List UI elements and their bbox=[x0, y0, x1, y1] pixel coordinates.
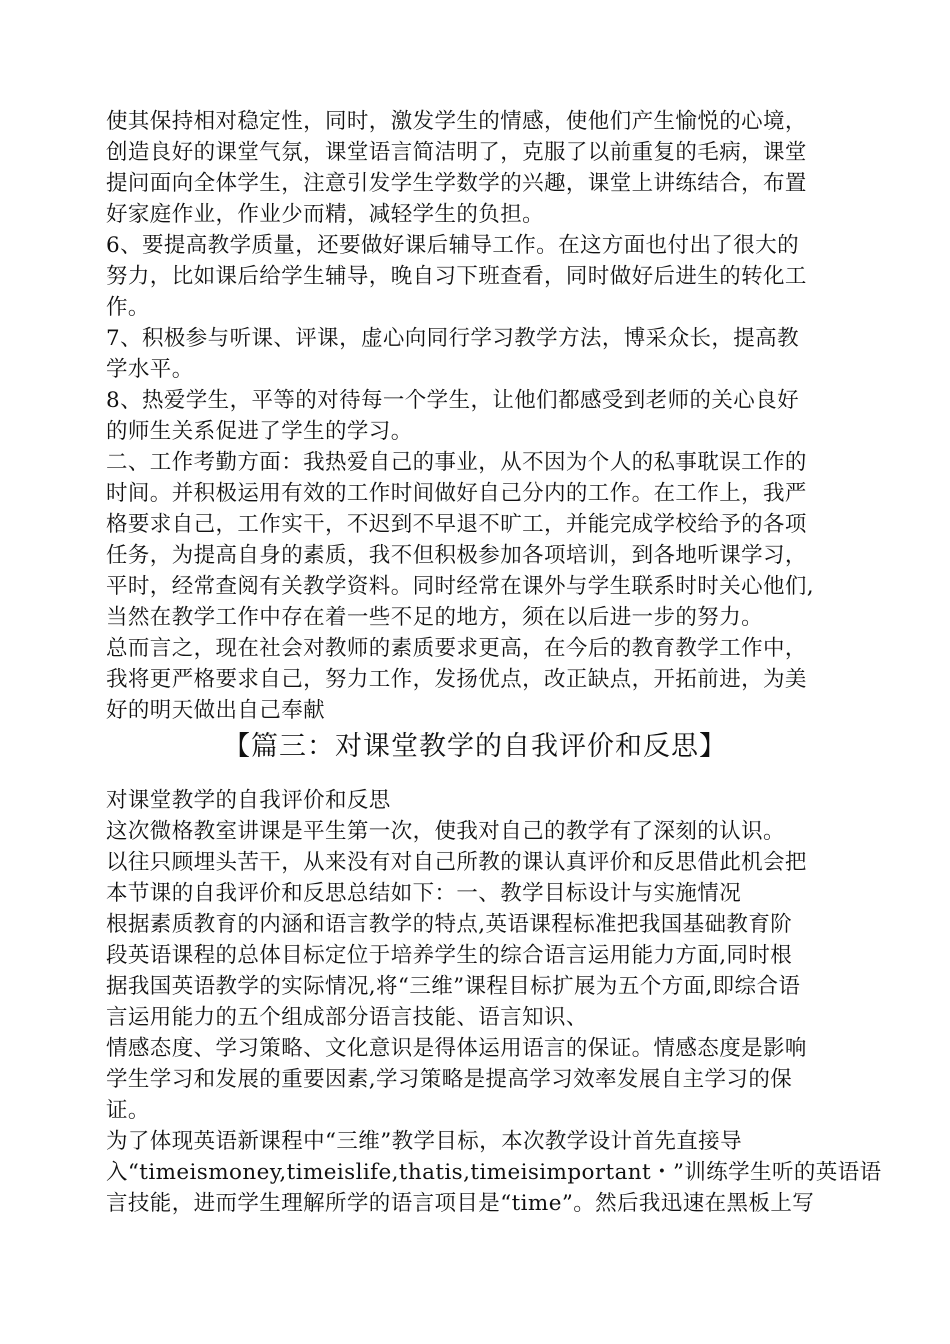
text-line: 段英语课程的总体目标定位于培养学生的综合语言运用能力方面,同时根 bbox=[106, 943, 793, 968]
text-line: 7、积极参与听课、评课，虚心向同行学习教学方法，博采众长，提高教 bbox=[106, 326, 799, 351]
text-line: 时间。并积极运用有效的工作时间做好自己分内的工作。在工作上，我严 bbox=[106, 481, 807, 506]
text-line: 学水平。 bbox=[106, 357, 194, 382]
text-line: 根据素质教育的内涵和语言教学的特点,英语课程标准把我国基础教育阶 bbox=[106, 912, 793, 937]
text-line: 以往只顾埋头苦干，从来没有对自己所教的课认真评价和反思借此机会把 bbox=[106, 850, 807, 875]
text-line: 创造良好的课堂气氛，课堂语言简洁明了，克服了以前重复的毛病，课堂 bbox=[106, 140, 807, 165]
text-line: 提问面向全体学生，注意引发学生学数学的兴趣，课堂上讲练结合，布置 bbox=[106, 171, 807, 196]
text-line: 任务，为提高自身的素质，我不但积极参加各项培训，到各地听课学习， bbox=[106, 543, 807, 568]
text-line: 本节课的自我评价和反思总结如下：一、教学目标设计与实施情况 bbox=[106, 881, 742, 906]
text-line: 平时，经常查阅有关教学资料。同时经常在课外与学生联系时时关心他们, bbox=[106, 574, 815, 599]
text-line: 学生学习和发展的重要因素,学习策略是提高学习效率发展自主学习的保 bbox=[106, 1067, 793, 1092]
text-line: 情感态度、学习策略、文化意识是得体运用语言的保证。情感态度是影响 bbox=[106, 1036, 807, 1061]
text-line: 我将更严格要求自己，努力工作，发扬优点，改正缺点，开拓前进，为美 bbox=[106, 667, 807, 692]
text-line: 6、要提高教学质量，还要做好课后辅导工作。在这方面也付出了很大的 bbox=[106, 233, 799, 258]
text-line: 证。 bbox=[106, 1098, 150, 1123]
text-line: 格要求自己，工作实干，不迟到不早退不旷工，并能完成学校给予的各项 bbox=[106, 512, 807, 537]
text-line: 总而言之，现在社会对教师的素质要求更高，在今后的教育教学工作中， bbox=[106, 636, 807, 661]
text-line: 作。 bbox=[106, 295, 150, 320]
section-heading: 【篇三：对课堂教学的自我评价和反思】 bbox=[223, 731, 727, 762]
text-line: 的师生关系促进了学生的学习。 bbox=[106, 419, 413, 444]
text-line: 好家庭作业，作业少而精，减轻学生的负担。 bbox=[106, 202, 545, 227]
text-line: 努力，比如课后给学生辅导，晚自习下班查看，同时做好后进生的转化工 bbox=[106, 264, 807, 289]
text-line: 对课堂教学的自我评价和反思 bbox=[106, 788, 391, 813]
text-line: 使其保持相对稳定性，同时，激发学生的情感，使他们产生愉悦的心境， bbox=[106, 109, 807, 134]
text-line: 好的明天做出自己奉献 bbox=[106, 698, 326, 723]
text-line: 二、工作考勤方面：我热爱自己的事业，从不因为个人的私事耽误工作的 bbox=[106, 450, 807, 475]
text-line: 入“timeismoney,timeislife,thatis,timeisimportant・”训练学生听的英语语 bbox=[106, 1160, 882, 1185]
text-line: 这次微格教室讲课是平生第一次，使我对自己的教学有了深刻的认识。 bbox=[106, 819, 785, 844]
text-line: 当然在教学工作中存在着一些不足的地方，须在以后进一步的努力。 bbox=[106, 605, 764, 630]
text-line: 言运用能力的五个组成部分语言技能、语言知识、 bbox=[106, 1005, 588, 1030]
text-line: 言技能，进而学生理解所学的语言项目是“time”。然后我迅速在黑板上写 bbox=[106, 1191, 815, 1216]
text-line: 为了体现英语新课程中“三维”教学目标，本次教学设计首先直接导 bbox=[106, 1129, 742, 1154]
text-line: 8、热爱学生，平等的对待每一个学生，让他们都感受到老师的关心良好 bbox=[106, 388, 799, 413]
text-line: 据我国英语教学的实际情况,将“三维”课程目标扩展为五个方面,即综合语 bbox=[106, 974, 801, 999]
